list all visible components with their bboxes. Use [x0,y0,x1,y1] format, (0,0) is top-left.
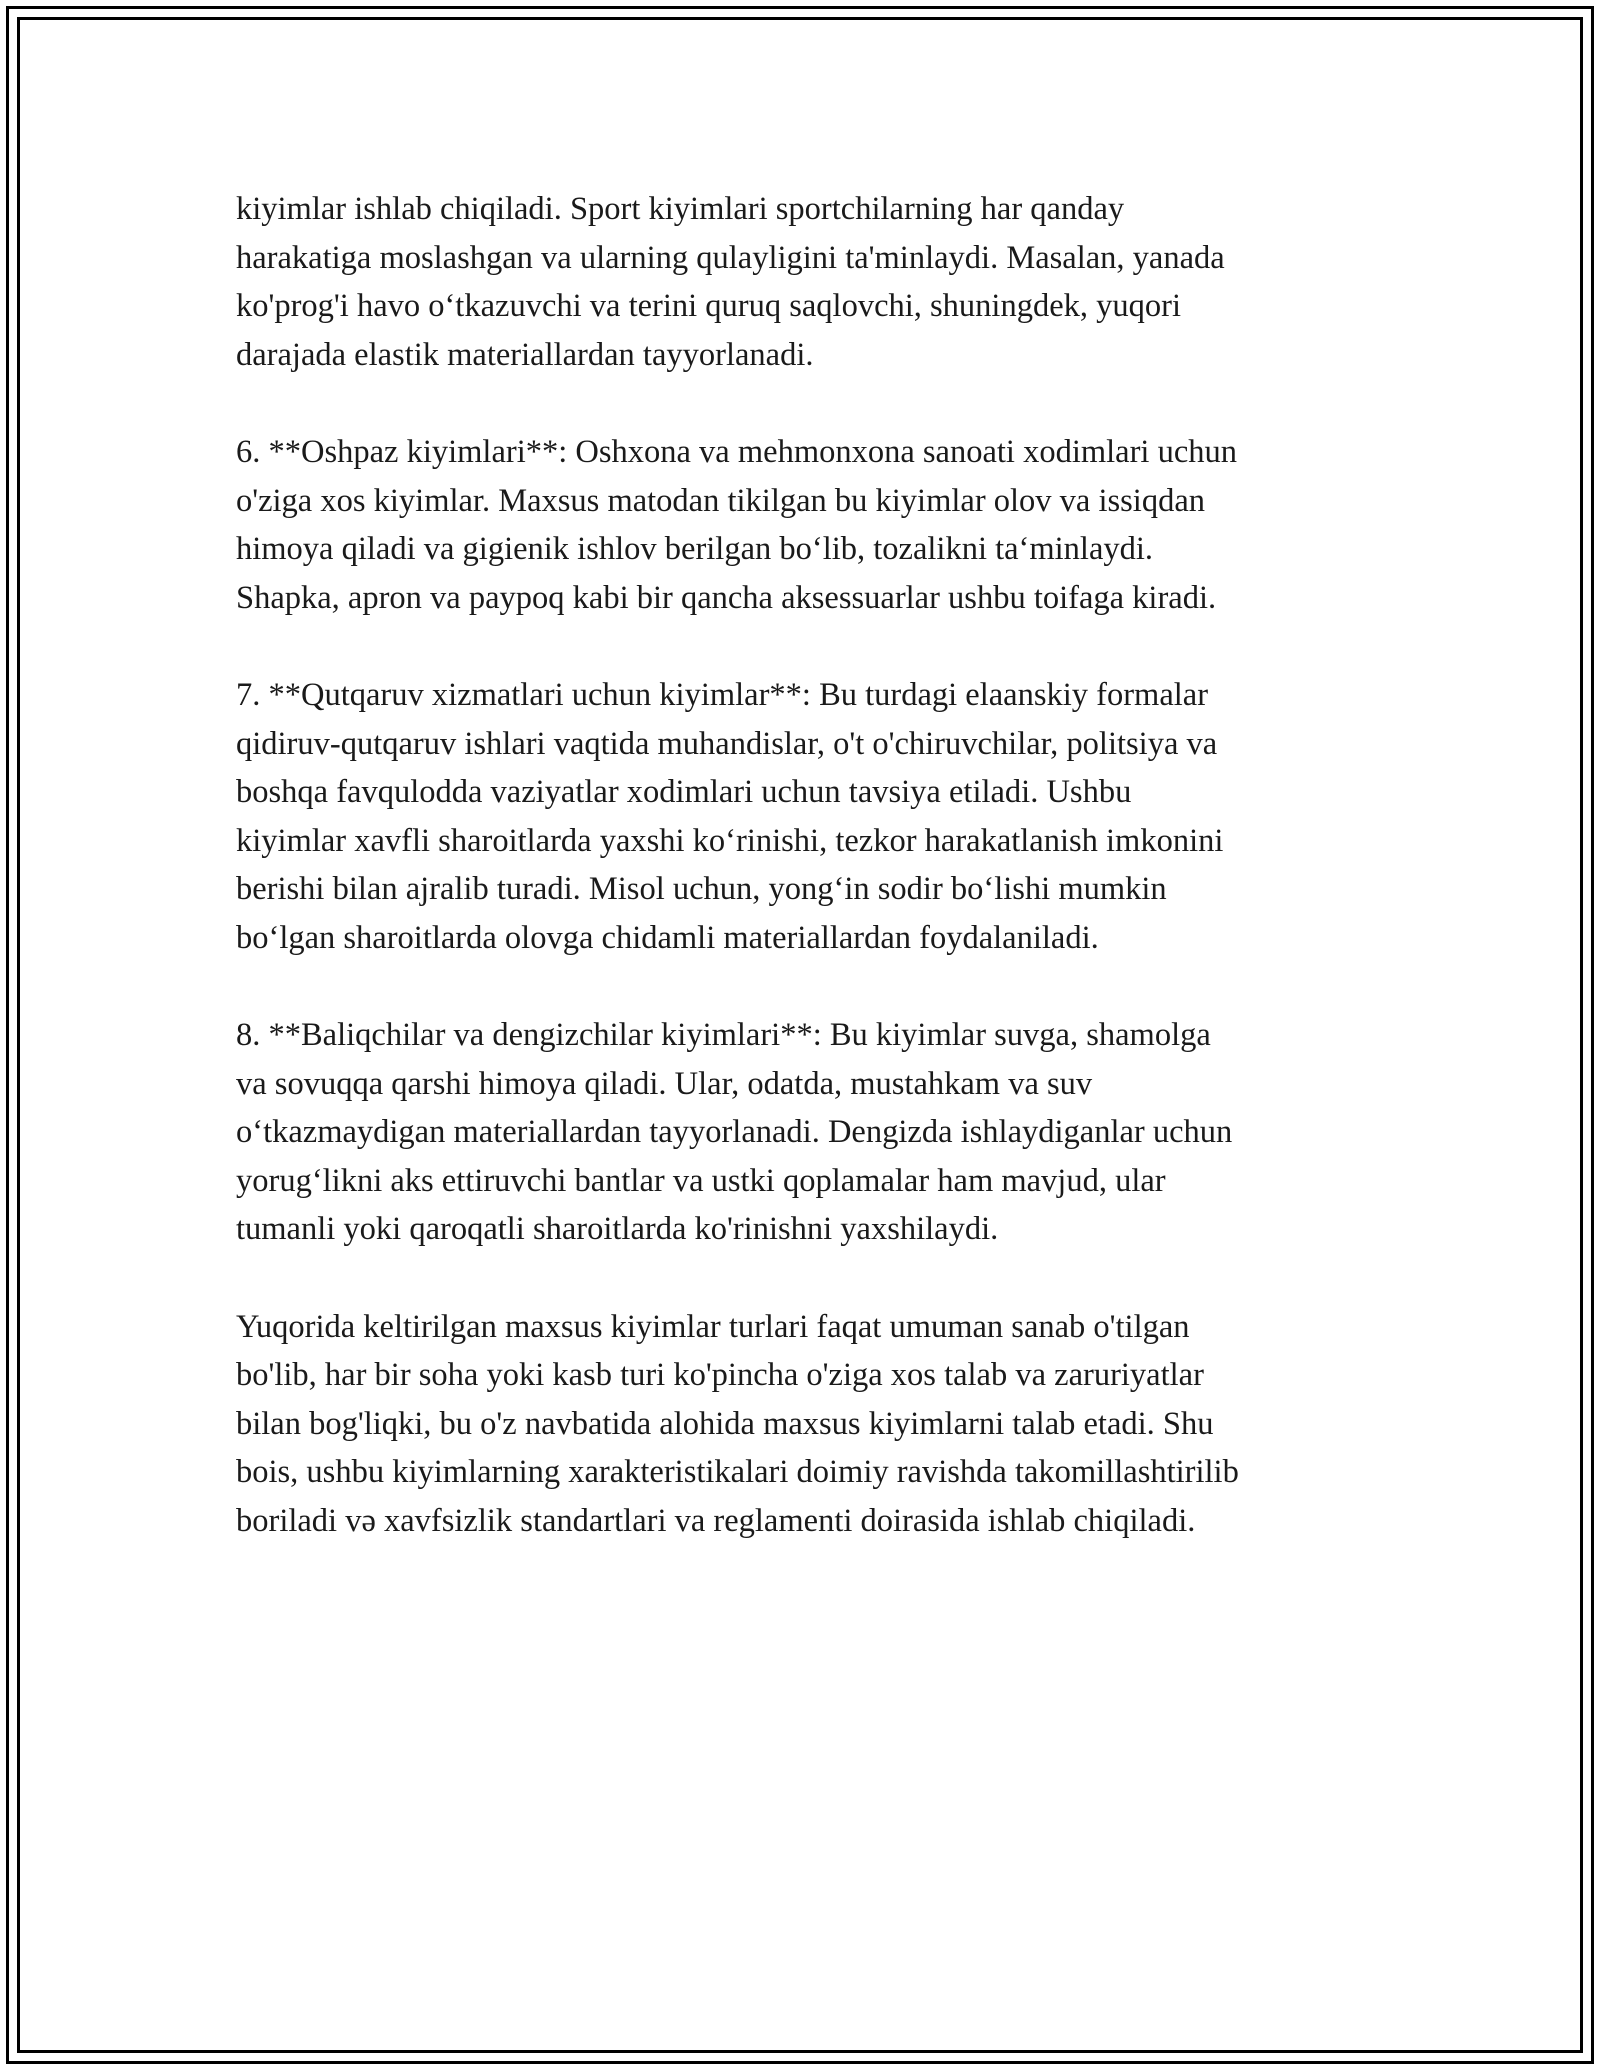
text-line: harakatiga moslashgan va ularning qulayligini ta'minlaydi. Masalan, yanada [236,239,1225,276]
text-line: kiyimlar ishlab chiqiladi. Sport kiyimlari sportchilarning har qanday [236,191,1125,227]
text-line: bo'lib, har bir soha yoki kasb turi ko'pincha o'ziga xos talab va zaruriyatlar [236,1357,1204,1394]
paragraph-item-8-fishermen-clothing [236,1011,1376,1254]
text-line: Yuqorida keltirilgan maxsus kiyimlar turlari faqat umuman sanab o'tilgan [236,1308,1190,1345]
text-line: berishi bilan ajralib turadi. Misol uchun, yong‘in sodir bo‘lishi mumkin [236,871,1167,908]
text-line: o‘tkazmaydigan materiallardan tayyorlanadi. Dengizda ishlaydiganlar uchun [236,1114,1233,1151]
text-line: bois, ushbu kiyimlarning xarakteristikalari doimiy ravishda takomillashtirilib [236,1454,1239,1491]
text-line: bilan bog'liqki, bu o'z navbatida alohida maxsus kiyimlarni talab etadi. Shu [236,1405,1214,1442]
text-line: yorug‘likni aks ettiruvchi bantlar va ustki qoplamalar ham mavjud, ular [236,1162,1166,1199]
document-body [236,185,1376,1594]
paragraph-item-7-rescue-clothing [236,671,1376,963]
text-line: Shapka, apron va paypoq kabi bir qancha aksessuarlar ushbu toifaga kiradi. [236,579,1217,616]
text-line: kiyimlar xavfli sharoitlarda yaxshi ko‘rinishi, tezkor harakatlanish imkonini [236,822,1224,859]
text-line: qidiruv-qutqaruv ishlari vaqtida muhandislar, o't o'chiruvchilar, politsiya va [236,725,1218,762]
text-line: himoya qiladi va gigienik ishlov berilgan bo‘lib, tozalikni ta‘minlaydi. [236,531,1154,568]
paragraph-item-6-chef-clothing [236,428,1376,622]
text-line: boriladi və xavfsizlik standartlari va reglamenti doirasida ishlab chiqiladi. [236,1503,1196,1540]
text-line: o'ziga xos kiyimlar. Maxsus matodan tikilgan bu kiyimlar olov va issiqdan [236,482,1206,519]
text-line: boshqa favqulodda vaziyatlar xodimlari uchun tavsiya etiladi. Ushbu [236,774,1132,811]
paragraph-conclusion [236,1303,1376,1546]
text-line: bo‘lgan sharoitlarda olovga chidamli materiallardan foydalaniladi. [236,919,1099,956]
text-line: 8. **Baliqchilar va dengizchilar kiyimlari**: Bu kiyimlar suvga, shamolga [236,1017,1211,1054]
paragraph-sport-clothing [236,185,1376,379]
text-line: 6. **Oshpaz kiyimlari**: Oshxona va mehmonxona sanoati xodimlari uchun [236,433,1237,470]
text-line: ko'prog'i havo o‘tkazuvchi va terini quruq saqlovchi, shuningdek, yuqori [236,288,1181,325]
text-line: 7. **Qutqaruv xizmatlari uchun kiyimlar**: Bu turdagi elaanskiy formalar [236,676,1209,713]
text-line: darajada elastik materiallardan tayyorlanadi. [236,336,814,373]
text-line: va sovuqqa qarshi himoya qiladi. Ular, odatda, mustahkam va suv [236,1065,1093,1102]
text-line: tumanli yoki qaroqatli sharoitlarda ko'rinishni yaxshilaydi. [236,1211,999,1248]
